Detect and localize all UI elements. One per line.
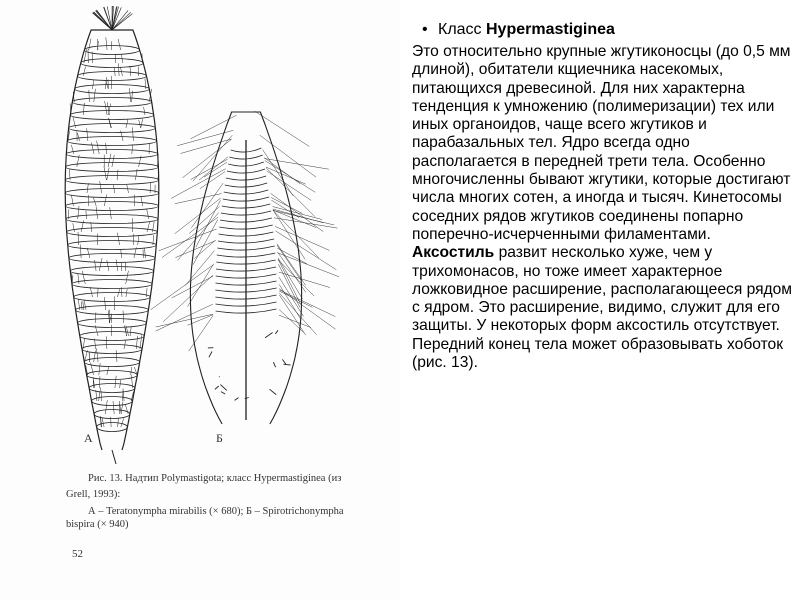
spirotrichonympha-illustration xyxy=(151,111,339,424)
teratonympha-illustration xyxy=(65,6,159,464)
figure-caption-line: Grell, 1993): xyxy=(66,489,121,500)
figure-label-b: Б xyxy=(216,431,223,445)
class-name: Hypermastiginea xyxy=(486,21,615,38)
description-text-continued: развит несколько хуже, чем у трихомонасов, но тоже имеет характерное ложковидное расширение, располагающееся рядом с ядром. Это расширение, видимо, служит для его защиты. У некоторых форм аксостиль отсутствует. Передний конец тела может образовывать хоботок (рис. 13). xyxy=(412,244,793,372)
description-paragraph xyxy=(412,43,794,372)
class-heading xyxy=(422,20,794,40)
bullet-icon: • xyxy=(422,21,428,38)
text-panel xyxy=(412,20,794,372)
figure-caption-line: А – Teratonympha mirabilis (× 680); Б – Spirotrichonympha xyxy=(88,506,344,517)
figure-caption-line: bispira (× 940) xyxy=(66,519,129,530)
figure-label-a: А xyxy=(84,431,93,445)
axostyle-term: Аксостиль xyxy=(412,244,495,262)
figure-caption-line: Рис. 13. Надтип Polymastigota; класс Hypermastiginea (из xyxy=(88,473,342,484)
description-text: Это относительно крупные жгутиконосцы (до 0,5 мм длиной), обитатели кщиечника насекомых, питающихся древесиной. Для них характерна тенденция к умножению (полимеризации) тех или иных органоидов, чаще всего жгутиков и парабазальных тел. Ядро всегда одно располагается в передней трети тела. Особенно многочисленны бывают жгутики, которые достигают числа многих сотен, а иногда и тысяч. Кинетосомы соседних рядов жгутиков соединены попарно поперечно-исчерченными филаментами. xyxy=(412,43,791,243)
class-prefix: Класс xyxy=(438,21,486,38)
page-number: 52 xyxy=(72,548,83,560)
